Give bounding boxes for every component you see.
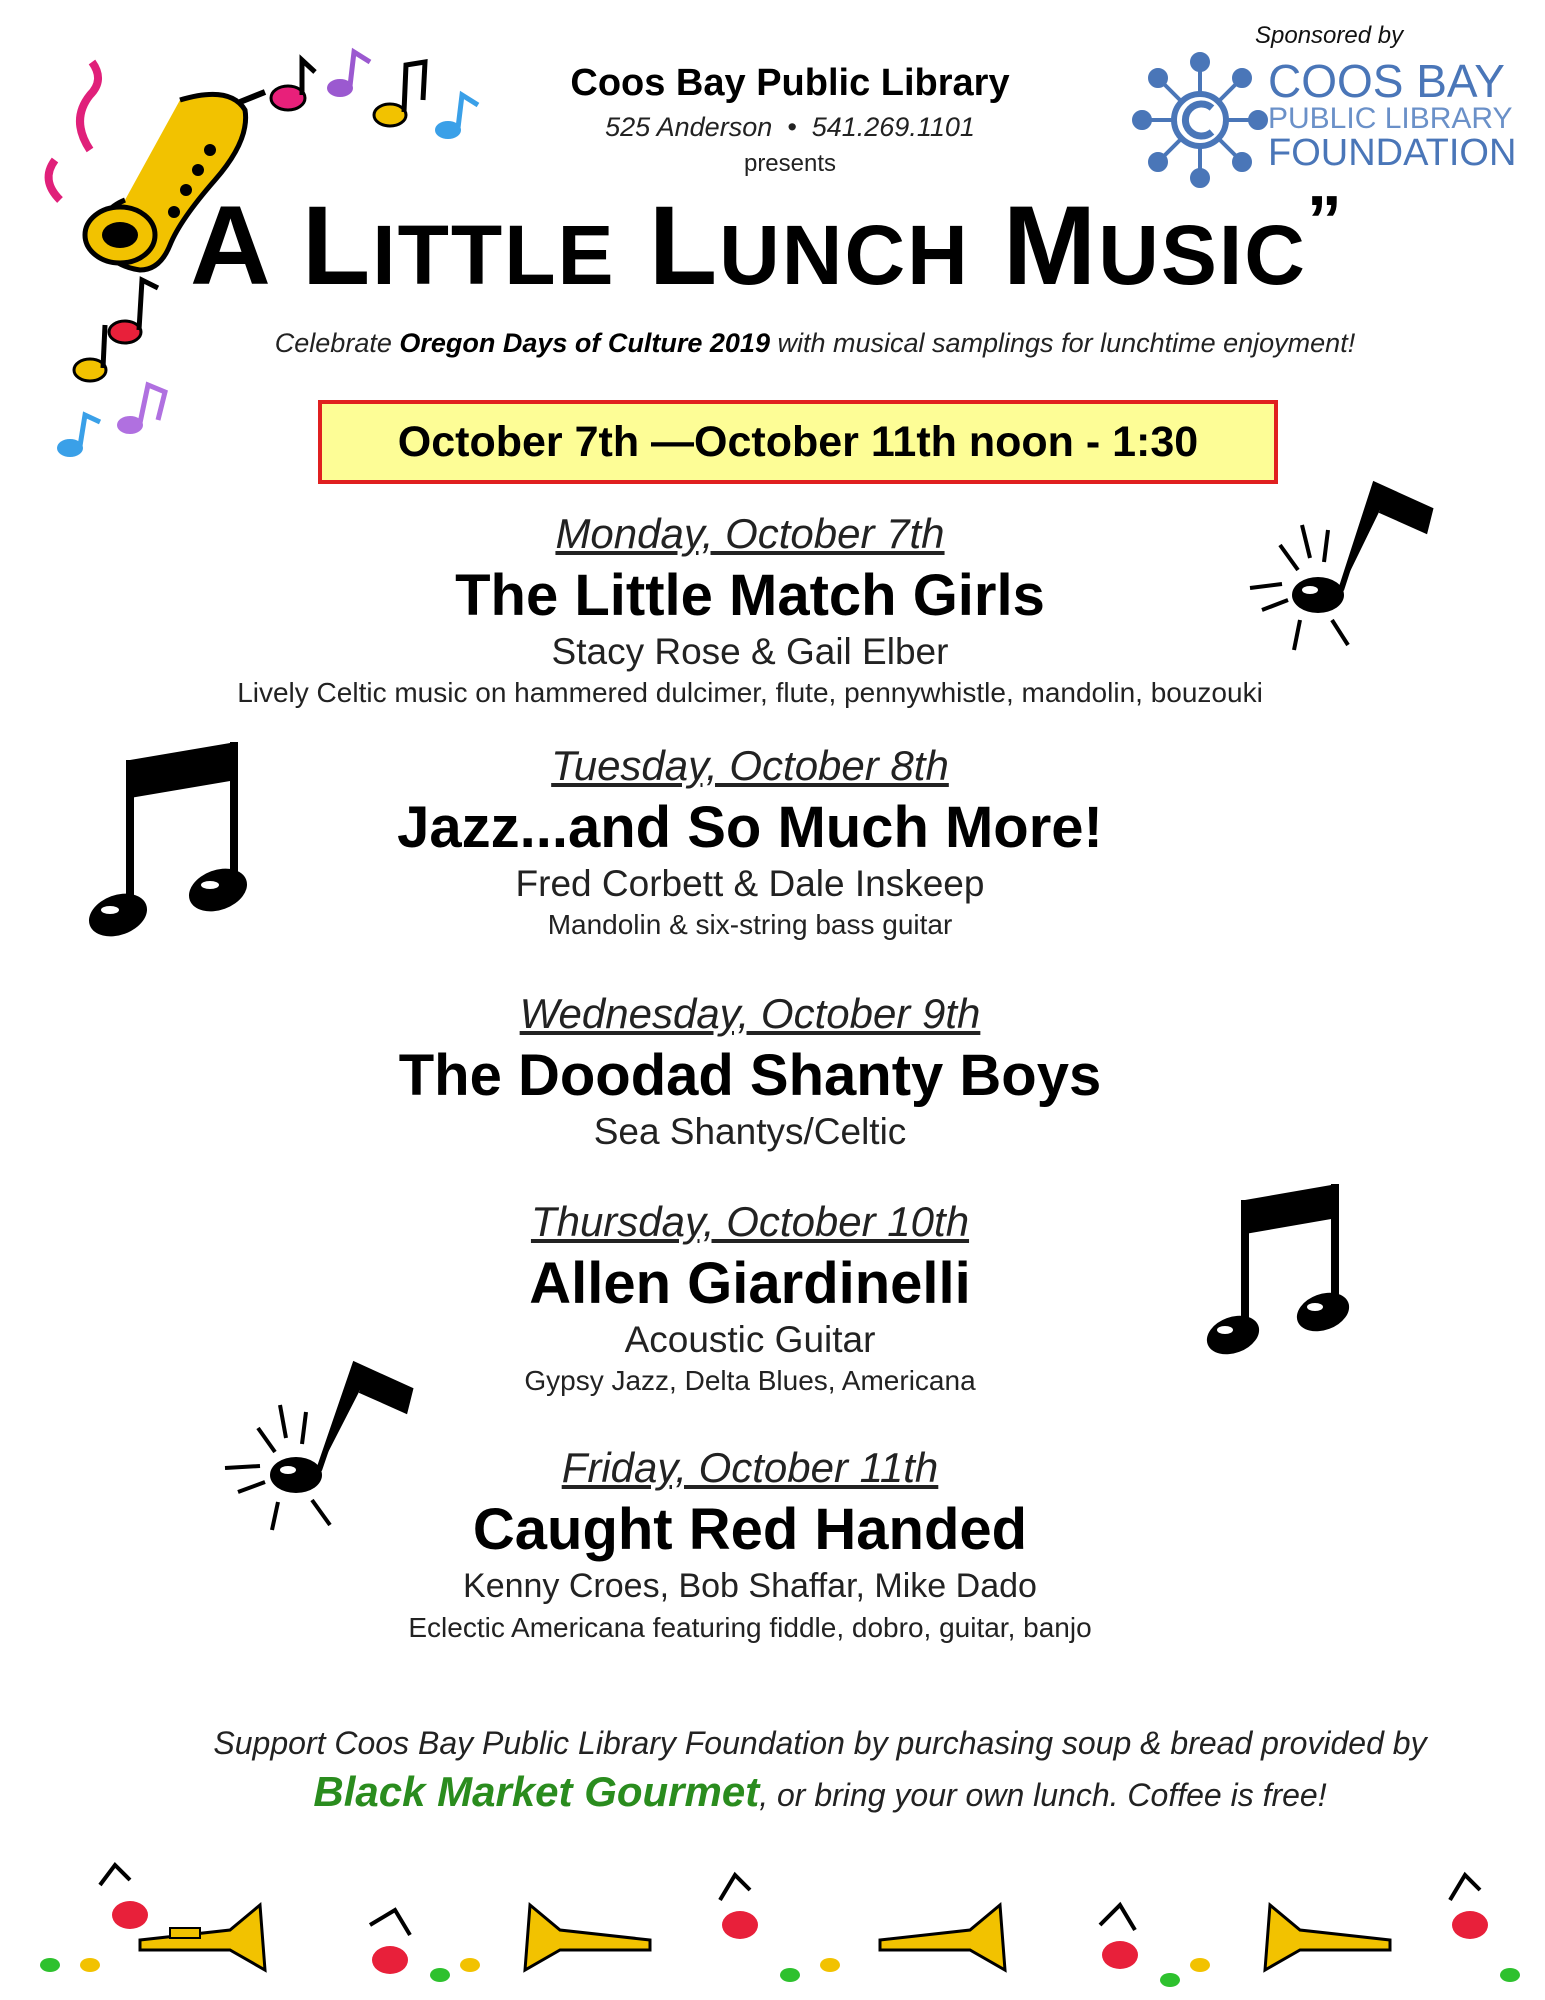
act-name: Jazz...and So Much More! (397, 795, 1103, 860)
performers: Acoustic Guitar (624, 1319, 876, 1360)
trumpet-icon (140, 1905, 265, 1970)
act-name: Caught Red Handed (472, 1497, 1028, 1562)
description: Gypsy Jazz, Delta Blues, Americana (524, 1365, 976, 1396)
footer-lunch-text: Black Market Gourmet, or bring your own lunch. Coffee is free! (313, 1768, 1327, 1815)
trumpet-notes-border (0, 1855, 1545, 1995)
schedule-monday (150, 510, 1350, 709)
beamed-notes-2-icon (1205, 1180, 1355, 1360)
performers: Sea Shantys/Celtic (593, 1111, 907, 1152)
main-title: A LITTLE LUNCH MUSIC” (190, 181, 1344, 308)
trumpet-icon (525, 1905, 650, 1970)
day-label: Tuesday, October 8th (551, 742, 949, 789)
trumpet-icon (880, 1905, 1005, 1970)
foundation-line-3: FOUNDATION (1268, 132, 1517, 174)
note-pink-icon (271, 60, 315, 110)
presents-text: presents (743, 150, 837, 177)
note-yellow-icon (374, 62, 425, 126)
black-market-gourmet: Black Market Gourmet (313, 1768, 760, 1815)
foundation-line-2: PUBLIC LIBRARY (1268, 102, 1513, 135)
beamed-notes-icon (88, 740, 258, 940)
performers: Stacy Rose & Gail Elber (551, 631, 949, 672)
note-purple-icon (327, 52, 370, 97)
foundation-logo-text (1268, 55, 1538, 174)
note-yellow-2-icon (74, 325, 106, 381)
library-name: Coos Bay Public Library (570, 62, 1010, 104)
day-label: Wednesday, October 9th (519, 990, 981, 1037)
act-name: The Doodad Shanty Boys (398, 1043, 1102, 1108)
date-range-box: October 7th —October 11th noon - 1:30 (318, 400, 1278, 484)
description: Eclectic Americana featuring fiddle, dobro, guitar, banjo (408, 1612, 1092, 1643)
note-blue-icon (435, 95, 478, 139)
act-name: Allen Giardinelli (529, 1251, 971, 1316)
sponsor-label: Sponsored by (1255, 22, 1404, 49)
day-label: Thursday, October 10th (530, 1198, 970, 1245)
library-phone: 541.269.1101 (811, 112, 975, 142)
description: Lively Celtic music on hammered dulcimer, flute, pennywhistle, mandolin, bouzouki (237, 677, 1263, 708)
foundation-logo-icon (1130, 50, 1270, 190)
performers: Fred Corbett & Dale Inskeep (515, 863, 985, 904)
library-contact (500, 112, 1080, 143)
day-label: Monday, October 7th (555, 510, 945, 557)
library-address: 525 Anderson (605, 112, 773, 142)
foundation-line-1: COOS BAY (1268, 55, 1505, 107)
note-blue-2-icon (57, 415, 100, 457)
bullet-separator: • (779, 112, 812, 142)
description: Mandolin & six-string bass guitar (547, 909, 953, 940)
subtitle: Celebrate Oregon Days of Culture 2019 with musical samplings for lunchtime enjoyment! (274, 328, 1356, 358)
performers: Kenny Croes, Bob Shaffar, Mike Dado (463, 1567, 1037, 1605)
note-purple-2-icon (117, 385, 165, 434)
schedule-wednesday (150, 990, 1350, 1153)
day-label: Friday, October 11th (561, 1444, 939, 1491)
schedule-tuesday (150, 742, 1350, 941)
eighth-note-burst-icon (1240, 470, 1440, 670)
footer-support-text: Support Coos Bay Public Library Foundation by purchasing soup & bread provided by (213, 1725, 1427, 1761)
eighth-note-burst-2-icon (220, 1350, 420, 1550)
act-name: The Little Match Girls (455, 563, 1045, 628)
trumpet-icon (1265, 1905, 1390, 1970)
